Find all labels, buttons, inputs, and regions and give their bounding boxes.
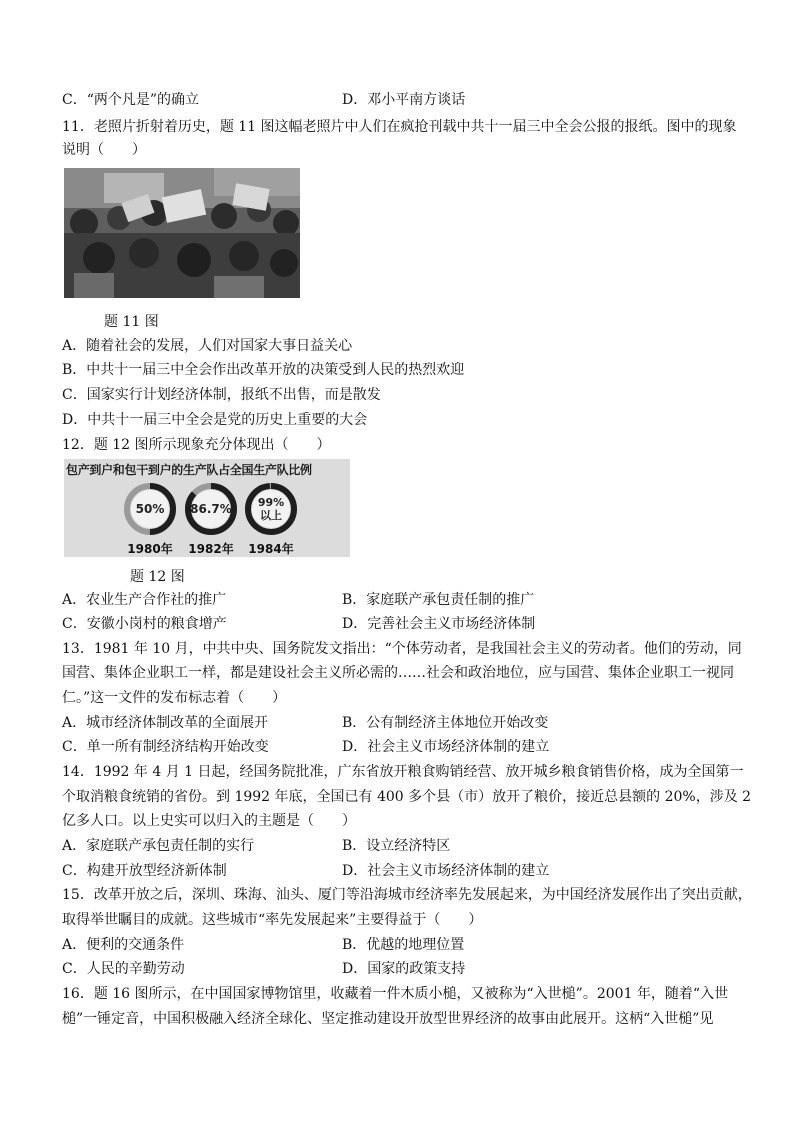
q16-stem-line1: 16．题 16 图所示，在中国国家博物馆里，收藏着一件木质小槌，又被称为“入世槌”。2001 年，随着“入世 [62, 986, 729, 1002]
q15-option-a: A．便利的交通条件 [62, 937, 185, 953]
q11-old-photo [64, 168, 300, 298]
q11-figure-caption: 题 11 图 [104, 314, 159, 330]
q13-option-c: C．单一所有制经济结构开始改变 [62, 739, 269, 755]
ratio-ring-0 [127, 486, 173, 556]
q12-stem: 12．题 12 图所示现象充分体现出（ ） [62, 437, 331, 453]
q14-option-d: D．社会主义市场经济体制的建立 [342, 863, 550, 879]
q15-option-b: B．优越的地理位置 [342, 937, 465, 953]
q14-option-c: C．构建开放型经济新体制 [62, 863, 227, 879]
q13-stem-line1: 13．1981 年 10 月，中共中央、国务院发文指出：“个体劳动者，是我国社会主义的劳动者。他们的劳动，同 [62, 641, 742, 657]
ring-value-label: 以上 [260, 509, 282, 522]
ratio-ring-2 [248, 486, 294, 556]
q15-stem-line1: 15．改革开放之后，深圳、珠海、汕头、厦门等沿海城市经济率先发展起来，为中国经济发展作出了突出贡献， [62, 887, 752, 903]
ring-value-label: 50% [135, 502, 165, 516]
q12-figure-caption: 题 12 图 [130, 569, 185, 585]
q10-option-d: D．邓小平南方谈话 [342, 92, 466, 108]
q14-option-b: B．设立经济特区 [342, 838, 451, 854]
ring-value-label: 86.7% [190, 502, 232, 516]
q10-option-c: C．“两个凡是”的确立 [62, 92, 200, 108]
q11-option-d: D．中共十一届三中全会是党的历史上重要的大会 [62, 412, 368, 428]
year-label: 1980年 [127, 542, 173, 556]
q12-option-a: A．农业生产合作社的推广 [62, 592, 227, 608]
q15-stem-line2: 取得举世瞩目的成就。这些城市“率先发展起来”主要得益于（ ） [62, 912, 483, 928]
q11-stem-line2: 说明（ ） [62, 142, 146, 158]
q12-ratio-chart [64, 459, 350, 557]
q12-option-d: D．完善社会主义市场经济体制 [342, 616, 536, 632]
q11-option-b: B．中共十一届三中全会作出改革开放的决策受到人民的热烈欢迎 [62, 362, 465, 378]
q13-option-b: B．公有制经济主体地位开始改变 [342, 715, 549, 731]
q12-option-b: B．家庭联产承包责任制的推广 [342, 592, 535, 608]
q13-option-a: A．城市经济体制改革的全面展开 [62, 715, 269, 731]
ratio-ring-1 [188, 486, 234, 556]
year-label: 1982年 [188, 542, 234, 556]
q15-option-d: D．国家的政策支持 [342, 961, 466, 977]
ring-value-label: 99% [257, 496, 285, 509]
q14-stem-line3: 亿多人口。以上史实可以归入的主题是（ ） [62, 813, 356, 829]
chart-title: 包产到户和包干到户的生产队占全国生产队比例 [66, 463, 312, 477]
q14-option-a: A．家庭联产承包责任制的实行 [62, 838, 255, 854]
q15-option-c: C．人民的辛勤劳动 [62, 961, 185, 977]
q13-stem-line3: 仁。”这一文件的发布标志着（ ） [62, 690, 287, 706]
q16-stem-line2: 槌”一锤定音，中国积极融入经济全球化、坚定推动建设开放型世界经济的故事由此展开。这柄“入世槌”见 [62, 1011, 714, 1027]
q12-option-c: C．安徽小岗村的粮食增产 [62, 616, 227, 632]
year-label: 1984年 [248, 542, 294, 556]
q11-option-c: C．国家实行计划经济体制，报纸不出售，而是散发 [62, 387, 381, 403]
q11-option-a: A．随着社会的发展，人们对国家大事日益关心 [62, 338, 353, 354]
q13-stem-line2: 国营、集体企业职工一样，都是建设社会主义所必需的……社会和政治地位，应与国营、集体企业职工一视同 [62, 665, 734, 681]
q11-stem-line1: 11．老照片折射着历史，题 11 图这幅老照片中人们在疯抢刊载中共十一届三中全会公报的报纸。图中的现象 [62, 119, 737, 135]
q14-stem-line2: 个取消粮食统销的省份。到 1992 年底，全国已有 400 多个县（市）放开了粮价，接近总县额的 20%，涉及 2 [62, 789, 752, 805]
q13-option-d: D．社会主义市场经济体制的建立 [342, 739, 550, 755]
q14-stem-line1: 14．1992 年 4 月 1 日起，经国务院批准，广东省放开粮食购销经营、放开城乡粮食销售价格，成为全国第一 [62, 764, 744, 780]
